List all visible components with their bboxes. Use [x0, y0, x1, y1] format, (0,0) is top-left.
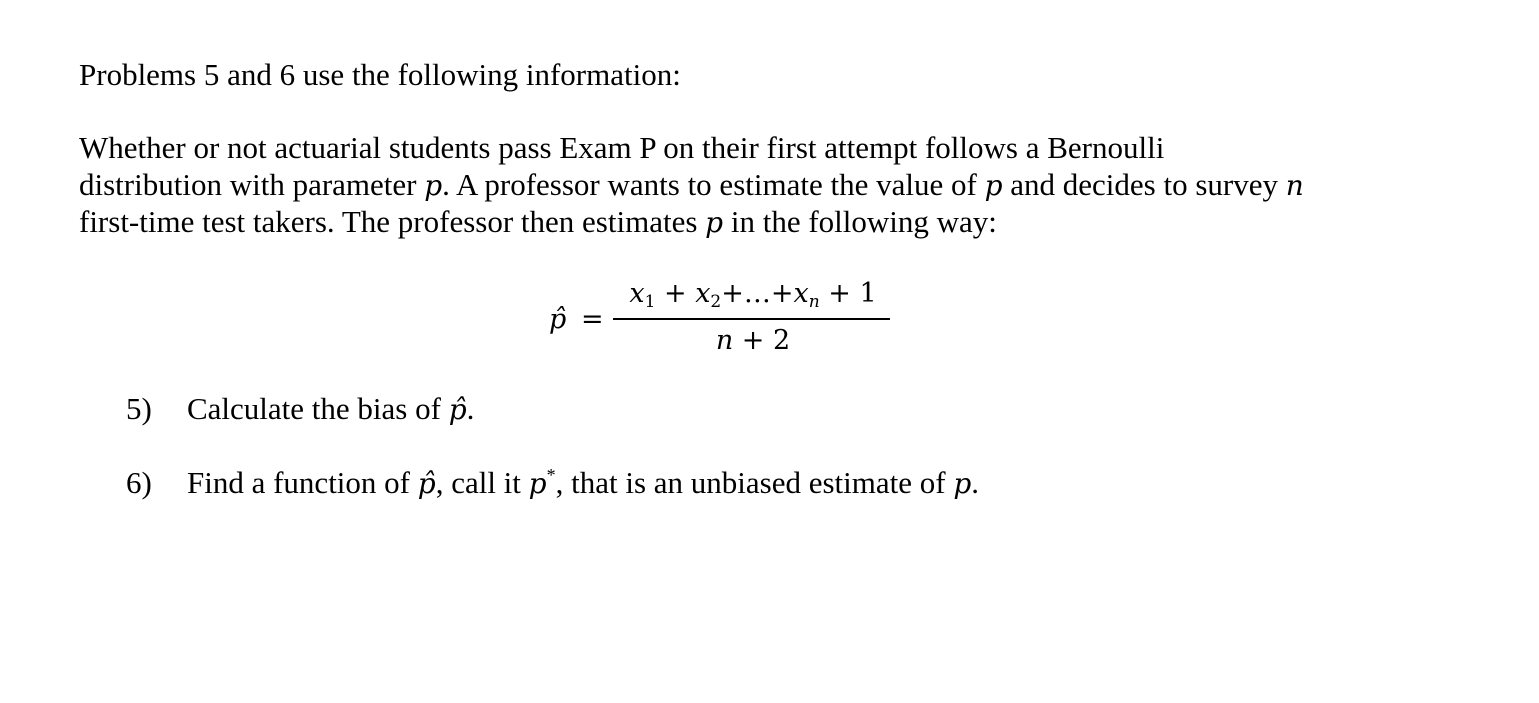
- description-line-3: first-time test takers. The professor then estimates p in the following way:: [79, 204, 997, 239]
- formula-numerator: $x_1$ + $x_2+\dots+x_n + 1$: [629, 278, 877, 312]
- heading: Problems 5 and 6 use the following information:: [79, 57, 681, 92]
- p-hat-symbol: p̂: [549, 304, 567, 335]
- variable-p: p: [424, 169, 443, 202]
- problem-5: [126, 390, 926, 427]
- p-star-symbol: p: [528, 467, 547, 500]
- description-line-2: distribution with parameter p. A professor wants to estimate the value of p and decides to survey n: [79, 167, 1304, 202]
- variable-p: p: [705, 206, 724, 239]
- estimator-formula: [549, 278, 909, 368]
- variable-p: p: [984, 169, 1003, 202]
- problem-text: Find a function of p̂, call it p*, that is an unbiased estimate of p.: [187, 465, 980, 500]
- problem-number: 6): [126, 465, 152, 500]
- problem-6: [126, 464, 1126, 501]
- equals-sign: =: [581, 304, 604, 335]
- description-line-1: Whether or not actuarial students pass Exam P on their first attempt follows a Bernoulli: [79, 130, 1165, 165]
- formula-denominator: n + 2: [715, 325, 791, 356]
- variable-n: n: [1285, 169, 1304, 202]
- p-hat-symbol: p̂: [417, 467, 436, 500]
- p-hat-symbol: p̂: [448, 393, 467, 426]
- problem-number: 5): [126, 391, 152, 426]
- fraction-bar: [613, 318, 890, 320]
- problem-text: Calculate the bias of p̂.: [187, 391, 475, 426]
- variable-p: p: [953, 467, 972, 500]
- problem-description: [79, 129, 1304, 240]
